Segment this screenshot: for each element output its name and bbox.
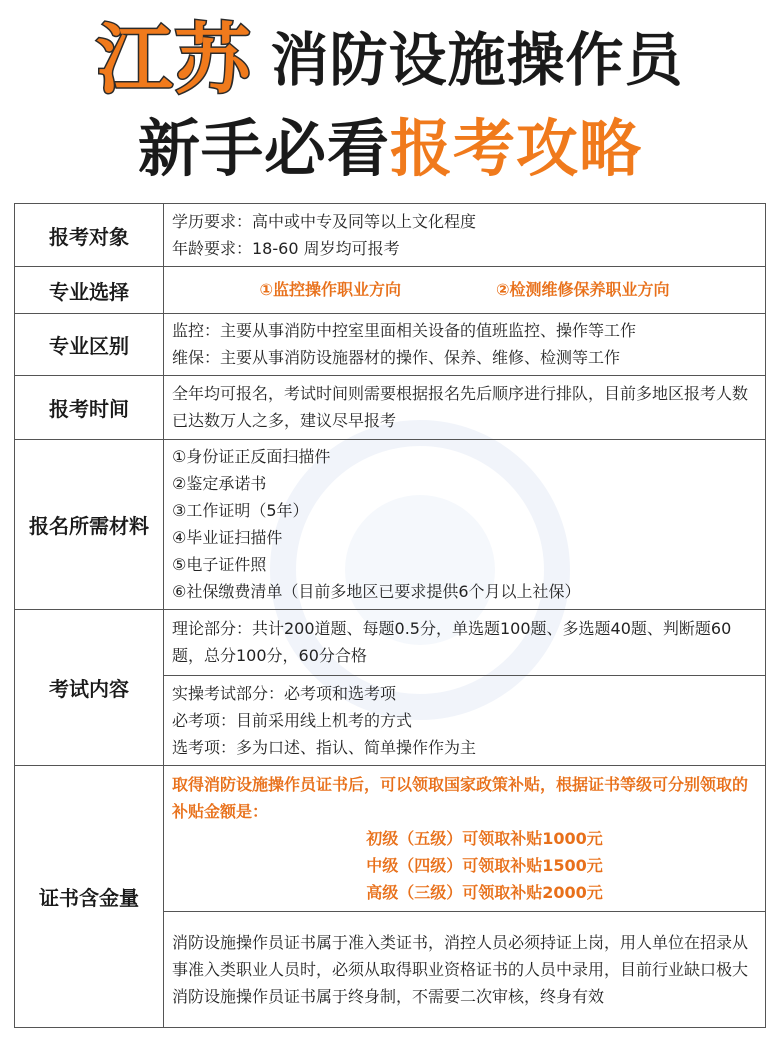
subsidy-intermediate: 中级（四级）可领取补贴1500元 [366,855,603,875]
subsidy-content [164,766,766,912]
title-region: 江苏 [96,15,253,104]
list-item: ③工作证明（5年） [172,501,309,520]
list-item: ④毕业证扫描件 [172,528,283,547]
major-option-monitoring: ①监控操作职业方向 [259,280,402,299]
row-content [164,314,766,376]
info-table [14,203,766,1028]
age-requirement: 年龄要求：18-60 周岁均可报考 [172,238,400,258]
practical-required: 必考项：目前采用线上机考的方式 [172,710,413,730]
page-title [0,15,780,104]
exam-practical-content [164,676,766,766]
list-item: ⑥社保缴费清单（目前多地区已要求提供6个月以上社保） [172,582,581,601]
row-content [164,440,766,610]
diff-monitoring: 监控：主要从事消防中控室里面相关设备的值班监控、操作等工作 [172,321,637,340]
table-row-time [15,376,766,440]
table-row-exam-theory [15,610,766,676]
row-content [164,204,766,267]
row-label: 报考时间 [15,376,164,440]
subtitle-orange: 报考攻略 [390,112,643,185]
page-subtitle [0,112,780,185]
row-label: 证书含金量 [15,766,164,1028]
title-occupation: 消防设施操作员 [270,26,684,94]
row-label: 专业区别 [15,314,164,376]
table-row-materials [15,440,766,610]
practical-optional: 选考项：多为口述、指认、简单操作作为主 [172,737,477,757]
exam-theory-text: 理论部分：共计200道题、每题0.5分，单选题100题、多选题40题、判断题60题，总分100分，60分合格 [172,619,732,665]
note-access-certificate: 消防设施操作员证书属于准入类证书，消控人员必须持证上岗，用人单位在招录从事准入类职业人员时，必须从取得职业资格证书的人员中录用，目前行业缺口极大 [172,932,749,979]
value-notes-content [164,912,766,1028]
list-item: ①身份证正反面扫描件 [172,447,331,466]
subsidy-senior: 高级（三级）可领取补贴2000元 [366,882,603,902]
list-item: ②鉴定承诺书 [172,474,267,493]
row-label: 报考对象 [15,204,164,267]
table-row-major [15,267,766,314]
major-option-maintenance: ②检测维修保养职业方向 [495,280,670,299]
table-row-value-subsidy [15,766,766,912]
subtitle-black: 新手必看 [137,112,390,185]
note-lifetime-certificate: 消防设施操作员证书属于终身制，不需要二次审核，终身有效 [172,986,605,1006]
row-label: 报名所需材料 [15,440,164,610]
practical-summary: 实操考试部分：必考项和选考项 [172,683,397,703]
time-text: 全年均可报名，考试时间则需要根据报名先后顺序进行排队，目前多地区报考人数已达数万人之多，建议尽早报考 [172,384,749,430]
diff-maintenance: 维保：主要从事消防设施器材的操作、保养、维修、检测等工作 [172,348,621,367]
education-requirement: 学历要求：高中或中专及同等以上文化程度 [172,211,477,231]
list-item: ⑤电子证件照 [172,555,267,574]
subsidy-intro: 取得消防设施操作员证书后，可以领取国家政策补贴，根据证书等级可分别领取的补贴金额是： [172,774,749,821]
row-content [164,376,766,440]
table-row-target [15,204,766,267]
row-label: 考试内容 [15,610,164,766]
subsidy-junior: 初级（五级）可领取补贴1000元 [366,828,603,848]
header [0,0,780,200]
table-row-diff [15,314,766,376]
row-content [164,267,766,314]
exam-theory-content [164,610,766,676]
row-label: 专业选择 [15,267,164,314]
